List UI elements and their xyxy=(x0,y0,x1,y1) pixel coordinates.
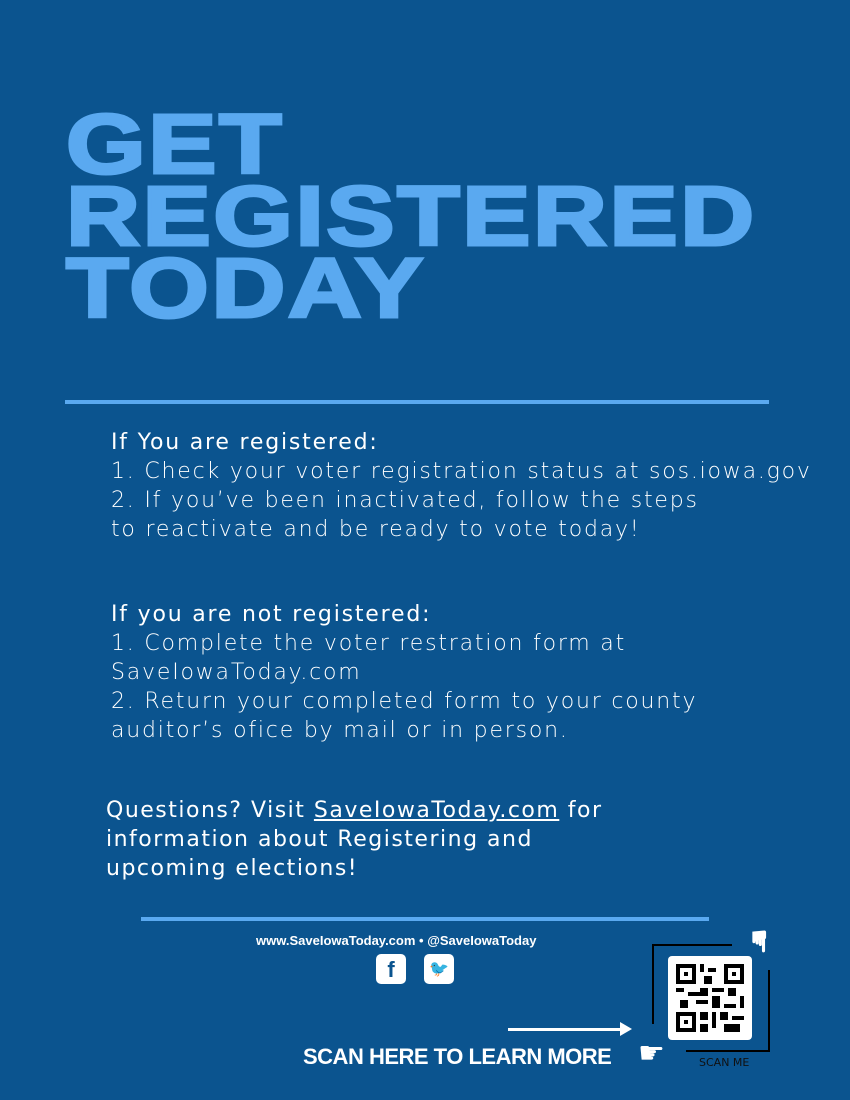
qr-code[interactable] xyxy=(668,956,752,1040)
divider xyxy=(141,917,709,921)
text: for information about Registering and upcoming elections! xyxy=(106,798,603,881)
title-line: TODAY xyxy=(66,241,426,335)
step: 1. Check your voter registration status at sos.iowa.gov xyxy=(111,459,812,484)
facebook-icon[interactable]: f xyxy=(376,954,406,984)
qr-code-icon xyxy=(676,964,744,1032)
frame-line xyxy=(686,1050,770,1052)
frame-line xyxy=(652,944,654,1024)
pointing-hand-icon: ☛ xyxy=(638,1036,665,1071)
title-line: GET xyxy=(66,97,284,191)
section-heading: If You are registered: xyxy=(111,430,379,455)
questions-text xyxy=(106,796,616,883)
frame-line xyxy=(768,970,770,1050)
divider xyxy=(65,400,769,404)
arrow-icon xyxy=(508,1028,620,1031)
website-link[interactable]: SaveIowaToday.com xyxy=(313,798,560,823)
scan-cta: SCAN HERE TO LEARN MORE xyxy=(303,1044,612,1069)
page-title xyxy=(66,97,757,335)
section-heading: If you are not registered: xyxy=(111,602,432,627)
pointing-hand-icon: ☛ xyxy=(740,928,776,955)
step: 2. Return your completed form to your county auditor’s ofice by mail or in person. xyxy=(111,689,698,743)
contact-info: www.SaveIowaToday.com • @SaveIowaToday xyxy=(256,933,537,948)
step: 2. If you’ve been inactivated, follow the steps to reactivate and be ready to vote today! xyxy=(111,488,699,542)
not-registered-section xyxy=(111,600,711,745)
text: Questions? Visit xyxy=(106,798,314,823)
frame-line xyxy=(652,944,732,946)
registered-section xyxy=(111,428,811,544)
twitter-icon[interactable]: 🐦 xyxy=(424,954,454,984)
title-line: REGISTERED xyxy=(66,169,757,263)
scan-me-label: SCAN ME xyxy=(699,1056,750,1069)
step: 1. Complete the voter restration form at SaveIowaToday.com xyxy=(111,631,627,685)
